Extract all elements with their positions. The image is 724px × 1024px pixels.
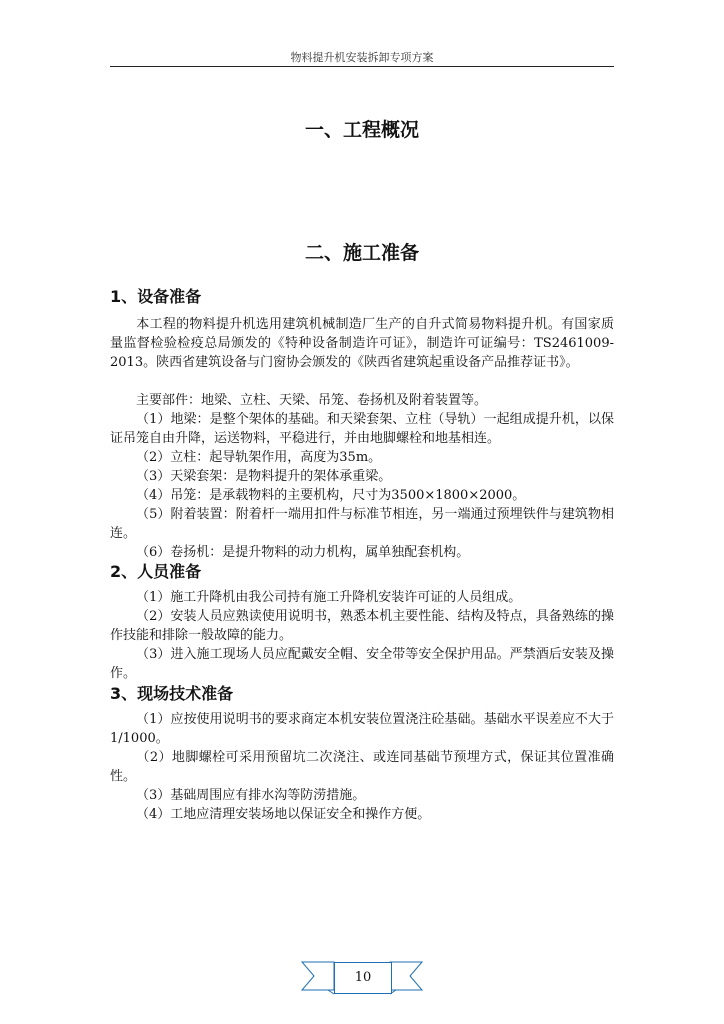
paragraph: [110, 645, 614, 683]
paragraph: [110, 588, 614, 607]
paragraph-text: （1）应按使用说明书的要求商定本机安装位置浇注砼基础。基础水平误差应不大于1/1000。: [110, 712, 614, 746]
paragraph-text: （2）立柱：起导轨架作用，高度为35m。: [136, 450, 382, 465]
section-title-preparation: 二、施工准备: [304, 242, 419, 264]
paragraph: [110, 607, 614, 645]
subsection-title-site-tech: 3、现场技术准备: [110, 684, 234, 703]
paragraph-text: 主要部件：地梁、立柱、天梁、吊笼、卷扬机及附着装置等。: [136, 393, 488, 408]
paragraph: [110, 448, 614, 467]
paragraph-text: （1）地梁：是整个架体的基础。和天梁套架、立柱（导轨）一起组成提升机，以保证吊笼自由升降，运送物料，平稳进行，并由地脚螺栓和地基相连。: [110, 412, 614, 446]
paragraph-text: （1）施工升降机由我公司持有施工升降机安装许可证的人员组成。: [136, 590, 522, 605]
paragraph-text: （3）进入施工现场人员应配戴安全帽、安全带等安全保护用品。严禁酒后安装及操作。: [110, 647, 614, 681]
paragraph-text: （2）地脚螺栓可采用预留坑二次浇注、或连同基础节预埋方式，保证其位置准确性。: [110, 750, 614, 784]
paragraph: [110, 710, 614, 748]
paragraph-text: （6）卷扬机：是提升物料的动力机构，属单独配套机构。: [136, 545, 470, 560]
subsection-title-equipment: 1、设备准备: [110, 287, 202, 306]
paragraph-text: （4）吊笼：是承载物料的主要机构，尺寸为3500×1800×2000。: [136, 488, 526, 503]
paragraph-text: （4）工地应清理安装场地以保证安全和操作方便。: [136, 807, 431, 822]
paragraph: [110, 410, 614, 448]
running-header: 物料提升机安装拆卸专项方案: [110, 50, 614, 67]
paragraph: [110, 486, 614, 505]
paragraph-text: 本工程的物料提升机选用建筑机械制造厂生产的自升式简易物料提升机。有国家质量监督检验检疫总局颁发的《特种设备制造许可证》，制造许可证编号：TS2461009-2013。陕西省建筑设备与门窗协会颁发的《陕西省建筑起重设备产品推荐证书》。: [110, 317, 614, 370]
paragraph: [110, 543, 614, 562]
subsection-title-personnel: 2、人员准备: [110, 562, 202, 581]
page-number: 10: [334, 962, 392, 994]
paragraph: [110, 315, 614, 372]
paragraph: [110, 391, 614, 410]
paragraph: [110, 467, 614, 486]
paragraph: [110, 748, 614, 786]
paragraph: [110, 805, 614, 824]
paragraph: [110, 786, 614, 805]
paragraph: [110, 505, 614, 543]
paragraph-text: （3）基础周围应有排水沟等防涝措施。: [136, 788, 366, 803]
paragraph-text: （2）安装人员应熟读使用说明书，熟悉本机主要性能、结构及特点，具备熟练的操作技能和排除一般故障的能力。: [110, 609, 614, 643]
section-title-overview: 一、工程概况: [304, 119, 419, 141]
paragraph-text: （5）附着装置：附着杆一端用扣件与标准节相连，另一端通过预埋铁件与建筑物相连。: [110, 507, 614, 541]
paragraph-text: （3）天梁套架：是物料提升的架体承重梁。: [136, 469, 392, 484]
